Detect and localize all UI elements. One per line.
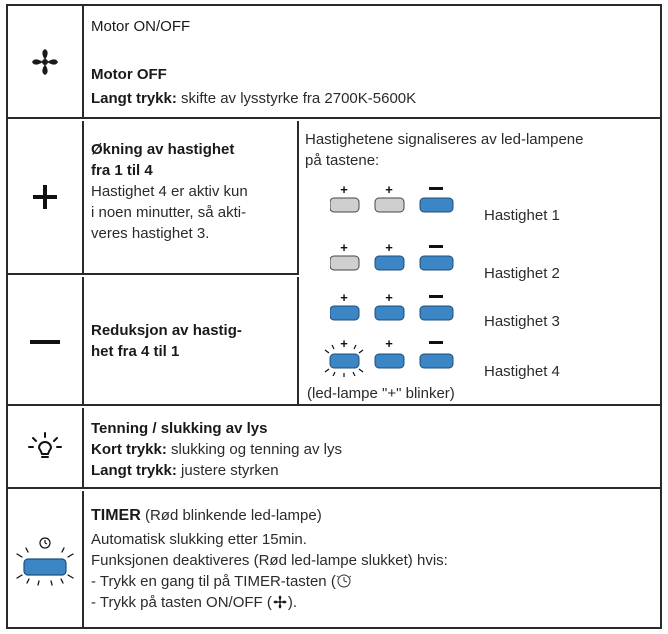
short-press-text: slukking og tenning av lys: [166, 441, 342, 458]
timer-icon-cell: [8, 491, 84, 627]
svg-text:+: +: [340, 183, 348, 197]
short-press-label: Kort trykk:: [91, 441, 167, 458]
increase-body-3: veres hastighet 3.: [91, 225, 210, 242]
timer-title: TIMER: [91, 507, 141, 524]
speed-1-label: Hastighet 1: [484, 207, 560, 224]
speed-2-leds: [330, 241, 470, 275]
timer-line-3-text: - Trykk en gang til på TIMER-tasten (: [91, 573, 336, 590]
timer-line-4-end: ).: [287, 594, 298, 611]
fan-icon: [29, 46, 61, 78]
increase-body-1: Hastighet 4 er aktiv kun: [91, 183, 248, 200]
svg-text:+: +: [385, 291, 393, 305]
long-press-text: skifte av lysstyrke fra 2700K-5600K: [176, 90, 417, 107]
decrease-title-2: het fra 4 til 1: [91, 343, 180, 360]
increase-title-2: fra 1 til 4: [91, 162, 153, 179]
speed-1-leds: [330, 183, 470, 217]
fan-small-icon: [272, 594, 288, 610]
speed-2-keys: [330, 241, 470, 281]
speed-4-label: Hastighet 4: [484, 363, 560, 380]
motor-row: [8, 6, 660, 119]
timer-title-suffix: (Rød blinkende led-lampe): [140, 507, 322, 524]
light-long-text: justere styrken: [176, 462, 279, 479]
controls-table: [6, 4, 662, 629]
increase-title-1: Økning av hastighet: [91, 141, 235, 158]
svg-text:+: +: [385, 183, 393, 197]
speed-1-keys: [330, 183, 470, 223]
motor-long-press: [91, 88, 654, 109]
timer-line-4: [91, 592, 654, 613]
speed-2-label: Hastighet 2: [484, 265, 560, 282]
plus-icon-cell: [8, 121, 84, 273]
timer-title-line: [91, 505, 654, 526]
speed-3-label: Hastighet 3: [484, 313, 560, 330]
svg-text:+: +: [385, 336, 393, 351]
motor-icon-cell: [8, 6, 84, 117]
decrease-title-1: Reduksjon av hastig-: [91, 322, 242, 339]
timer-clock-icon: [336, 573, 352, 589]
timer-line-3: [91, 571, 654, 592]
svg-text:+: +: [340, 241, 348, 255]
light-row: [8, 408, 660, 489]
speed-4-leds: [322, 335, 472, 379]
light-long-press: [91, 460, 654, 481]
light-title: Tenning / slukking av lys: [91, 420, 268, 437]
motor-title: Motor ON/OFF: [91, 18, 191, 35]
svg-text:+: +: [340, 336, 348, 351]
light-long-label: Langt trykk:: [91, 462, 177, 479]
bulb-icon-cell: [8, 408, 84, 487]
speed-indicator-panel: [305, 129, 656, 404]
svg-text:+: +: [385, 241, 393, 255]
light-short-press: [91, 439, 654, 460]
speed-rows: [8, 121, 660, 406]
motor-off-label: Motor OFF: [91, 66, 167, 83]
light-bulb-icon: [28, 432, 62, 464]
minus-icon: [30, 338, 60, 346]
long-press-label: Langt trykk:: [91, 90, 177, 107]
timer-line-1: Automatisk slukking etter 15min.: [91, 531, 307, 548]
decrease-row: [8, 277, 299, 406]
speed-intro-2: på tastene:: [305, 152, 380, 169]
speed-4-note: (led-lampe "+" blinker): [307, 385, 455, 402]
speed-4-keys: [322, 335, 472, 385]
speed-intro-1: Hastighetene signaliseres av led-lampene: [305, 131, 584, 148]
increase-body-2: i noen minutter, så akti-: [91, 204, 247, 221]
minus-icon-cell: [8, 277, 84, 406]
speed-3-leds: [330, 291, 470, 325]
increase-row: [8, 121, 299, 275]
timer-key-icon: [14, 532, 76, 586]
timer-line-4-text: - Trykk på tasten ON/OFF (: [91, 594, 272, 611]
timer-row: [8, 491, 660, 627]
plus-icon: [32, 184, 58, 210]
timer-line-2: Funksjonen deaktiveres (Rød led-lampe slukket) hvis:: [91, 552, 448, 569]
svg-text:+: +: [340, 291, 348, 305]
speed-3-keys: [330, 291, 470, 331]
